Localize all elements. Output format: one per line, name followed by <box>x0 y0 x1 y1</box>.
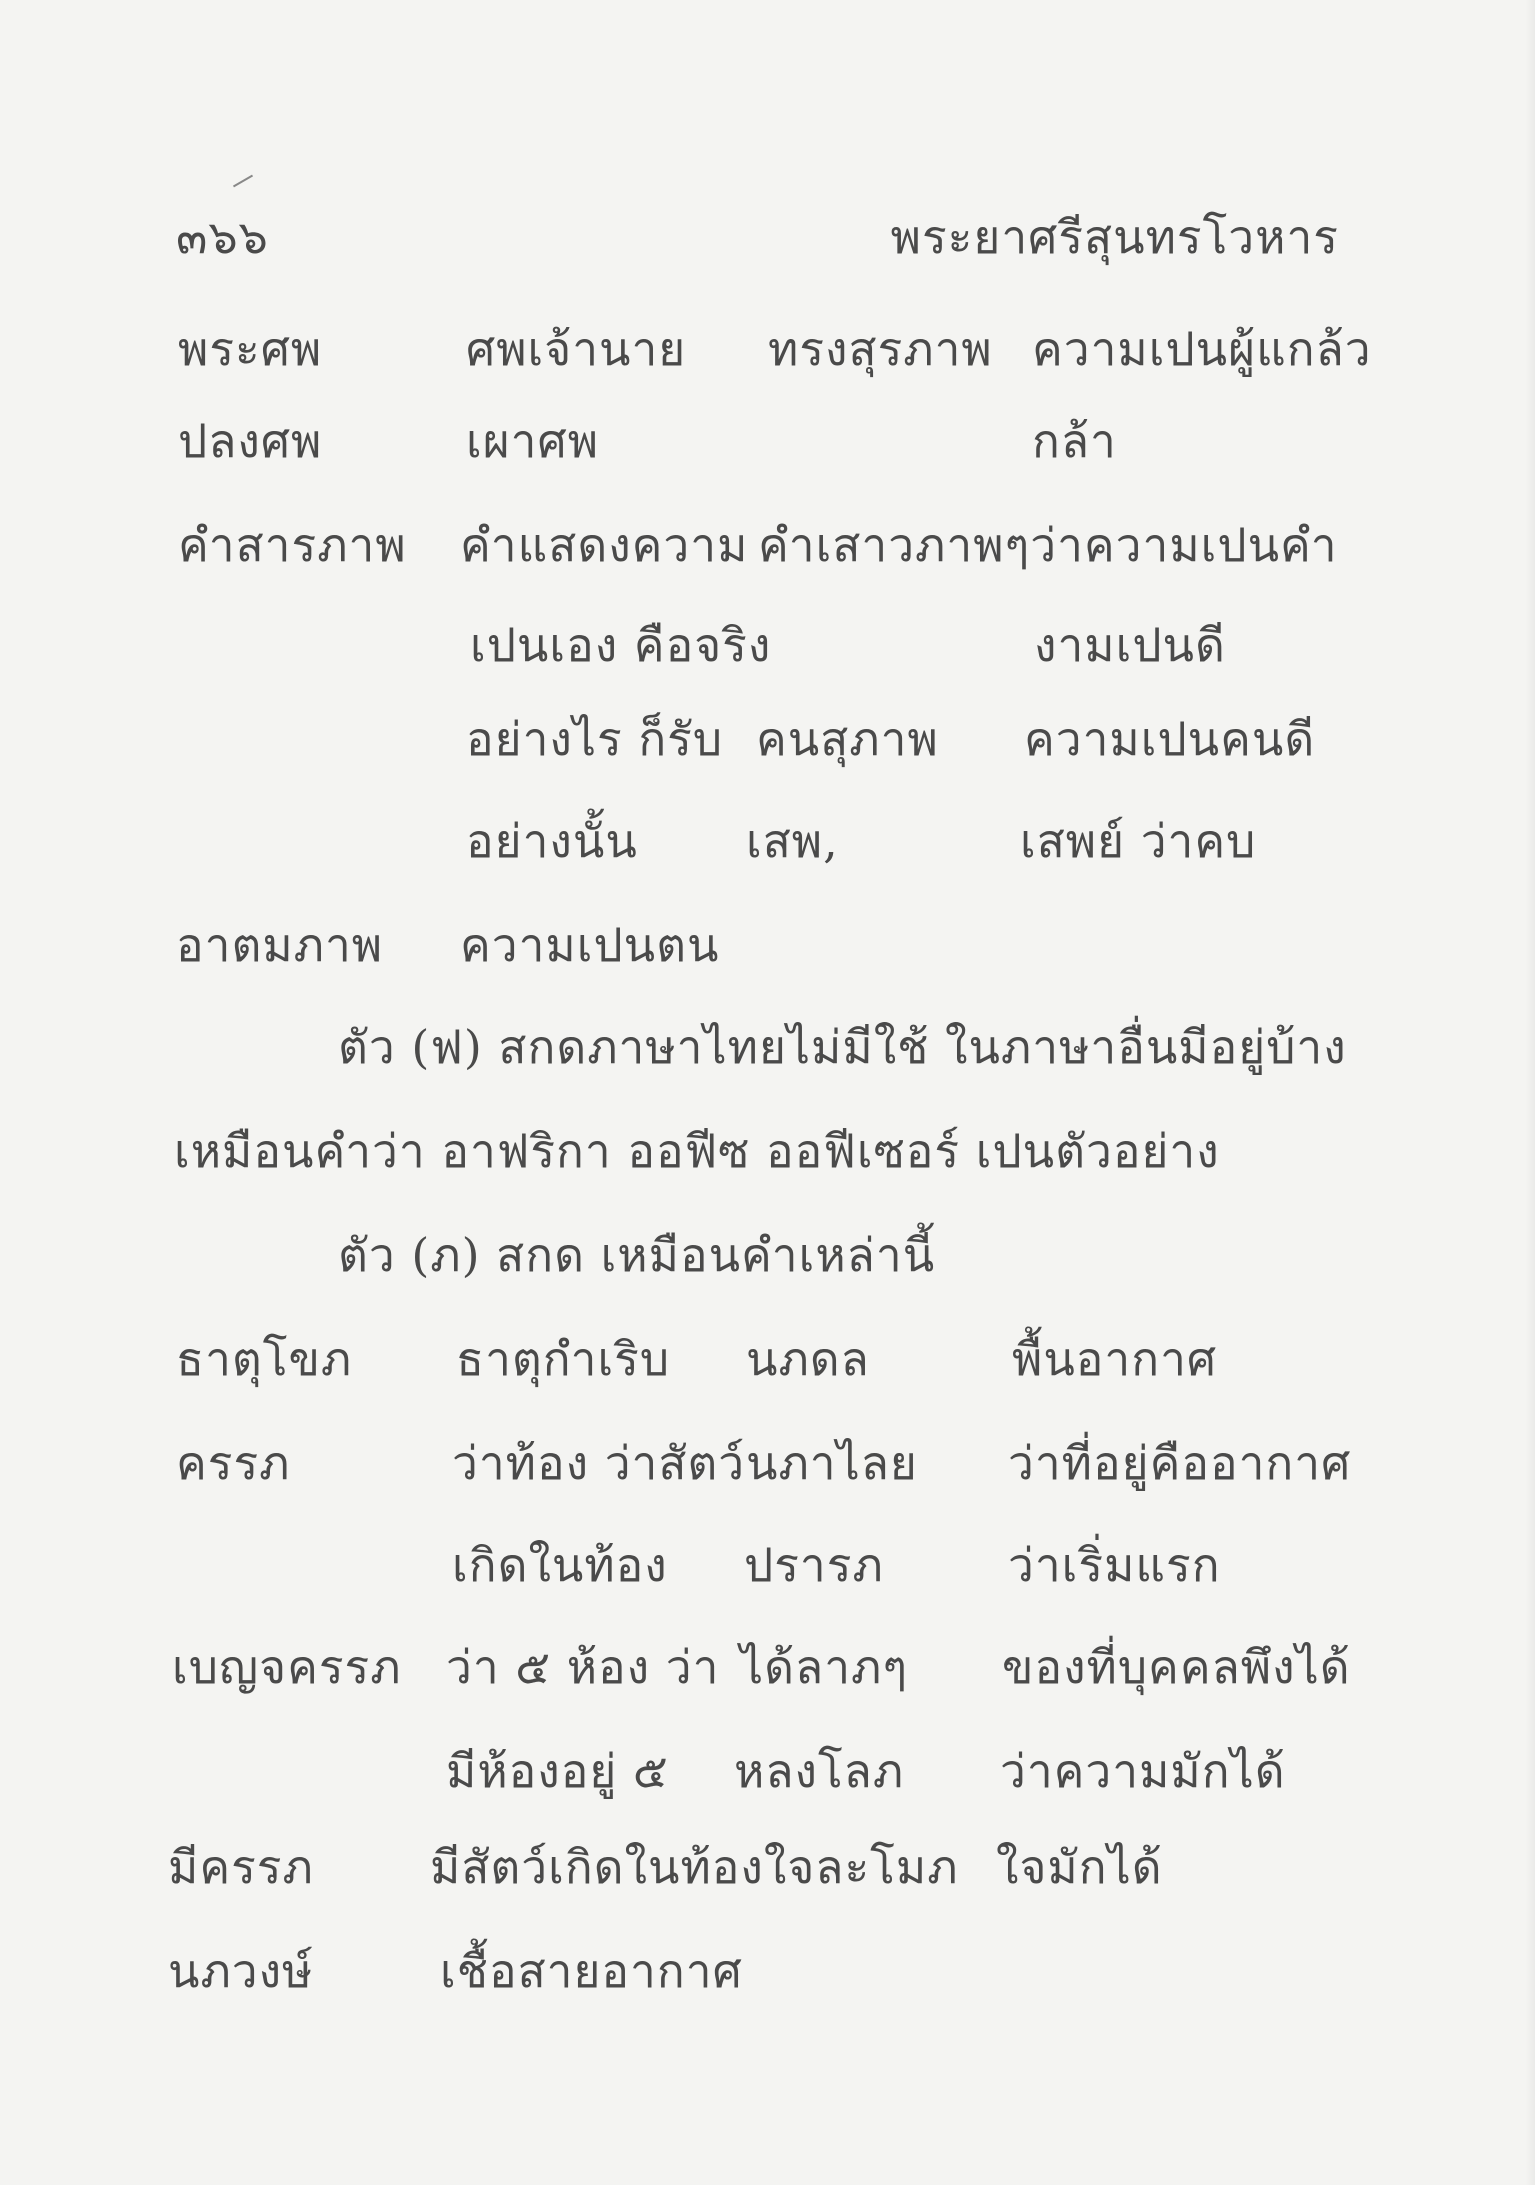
entry-meaning: ว่า ๕ ห้อง ว่า <box>446 1640 720 1694</box>
entry-word: พระศพ <box>178 322 323 376</box>
page-edge-shadow <box>1525 0 1535 2185</box>
stray-pen-mark <box>233 175 253 188</box>
paragraph-line: เหมือนคำว่า อาฟริกา ออฟีซ ออฟีเซอร์ เปนตัวอย่าง <box>174 1124 1220 1178</box>
entry-word: เสพ, <box>746 814 839 868</box>
entry-word-meaning: เสพย์ ว่าคบ <box>1020 814 1257 868</box>
entry-meaning: ศพเจ้านาย <box>466 322 687 376</box>
entry-meaning: ความเปนคนดี <box>1024 712 1316 766</box>
entry-word: ครรภ <box>176 1436 291 1490</box>
entry-word: คำสารภาพ <box>178 518 407 572</box>
entry-meaning: ว่าที่อยู่คืออากาศ <box>1008 1436 1352 1490</box>
entry-meaning: คำแสดงความ <box>460 518 749 572</box>
entry-meaning: ว่าเริ่มแรก <box>1008 1538 1221 1592</box>
entry-meaning: ใจมักได้ <box>996 1840 1163 1894</box>
entry-meaning: เผาศพ <box>466 414 600 468</box>
entry-meaning: เปนเอง คือจริง <box>470 618 772 672</box>
page-number: ๓๖๖ <box>176 210 269 264</box>
paragraph-line: ตัว (ภ) สกด เหมือนคำเหล่านี้ <box>338 1228 936 1282</box>
entry-word: นภดล <box>746 1332 870 1386</box>
entry-word-meaning: คำเสาวภาพๆว่าความเปนคำ <box>758 518 1338 572</box>
entry-meaning: ของที่บุคคลพึงได้ <box>1002 1640 1351 1694</box>
entry-meaning: ความเปนตน <box>460 918 720 972</box>
entry-word: ปรารภ <box>744 1538 884 1592</box>
entry-word: มีครรภ <box>168 1840 314 1894</box>
entry-meaning: งามเปนดี <box>1034 618 1226 672</box>
entry-meaning: อย่างไร ก็รับ <box>466 712 724 766</box>
entry-word: เบญจครรภ <box>172 1640 402 1694</box>
entry-word: นภวงษ์ <box>168 1944 314 1998</box>
entry-meaning: ว่าท้อง ว่าสัตว์ <box>452 1436 746 1490</box>
entry-word: ได้ลาภๆ <box>740 1640 909 1694</box>
entry-word: นภาไลย <box>746 1436 918 1490</box>
entry-meaning-word: มีสัตว์เกิดในท้องใจละโมภ <box>430 1840 959 1894</box>
entry-meaning: ว่าความมักได้ <box>1000 1744 1286 1798</box>
entry-word: หลงโลภ <box>734 1744 905 1798</box>
entry-meaning: พื้นอากาศ <box>1012 1332 1218 1386</box>
entry-word: ทรงสุรภาพ <box>768 322 993 376</box>
entry-meaning: เกิดในท้อง <box>452 1538 668 1592</box>
entry-word: คนสุภาพ <box>756 712 939 766</box>
entry-meaning: กล้า <box>1032 414 1117 468</box>
entry-word: ปลงศพ <box>178 414 323 468</box>
paragraph-line: ตัว (ฟ) สกดภาษาไทยไม่มีใช้ ในภาษาอื่นมีอยู่บ้าง <box>338 1020 1347 1074</box>
running-title: พระยาศรีสุนทรโวหาร <box>890 210 1339 264</box>
entry-meaning: เชื้อสายอากาศ <box>440 1944 743 1998</box>
entry-meaning: ความเปนผู้แกล้ว <box>1032 322 1372 376</box>
entry-word: ธาตุโขภ <box>176 1332 353 1386</box>
entry-meaning: อย่างนั้น <box>466 814 638 868</box>
entry-meaning: ธาตุกำเริบ <box>456 1332 671 1386</box>
entry-word: อาตมภาพ <box>176 918 384 972</box>
entry-meaning: มีห้องอยู่ ๕ <box>446 1744 669 1798</box>
